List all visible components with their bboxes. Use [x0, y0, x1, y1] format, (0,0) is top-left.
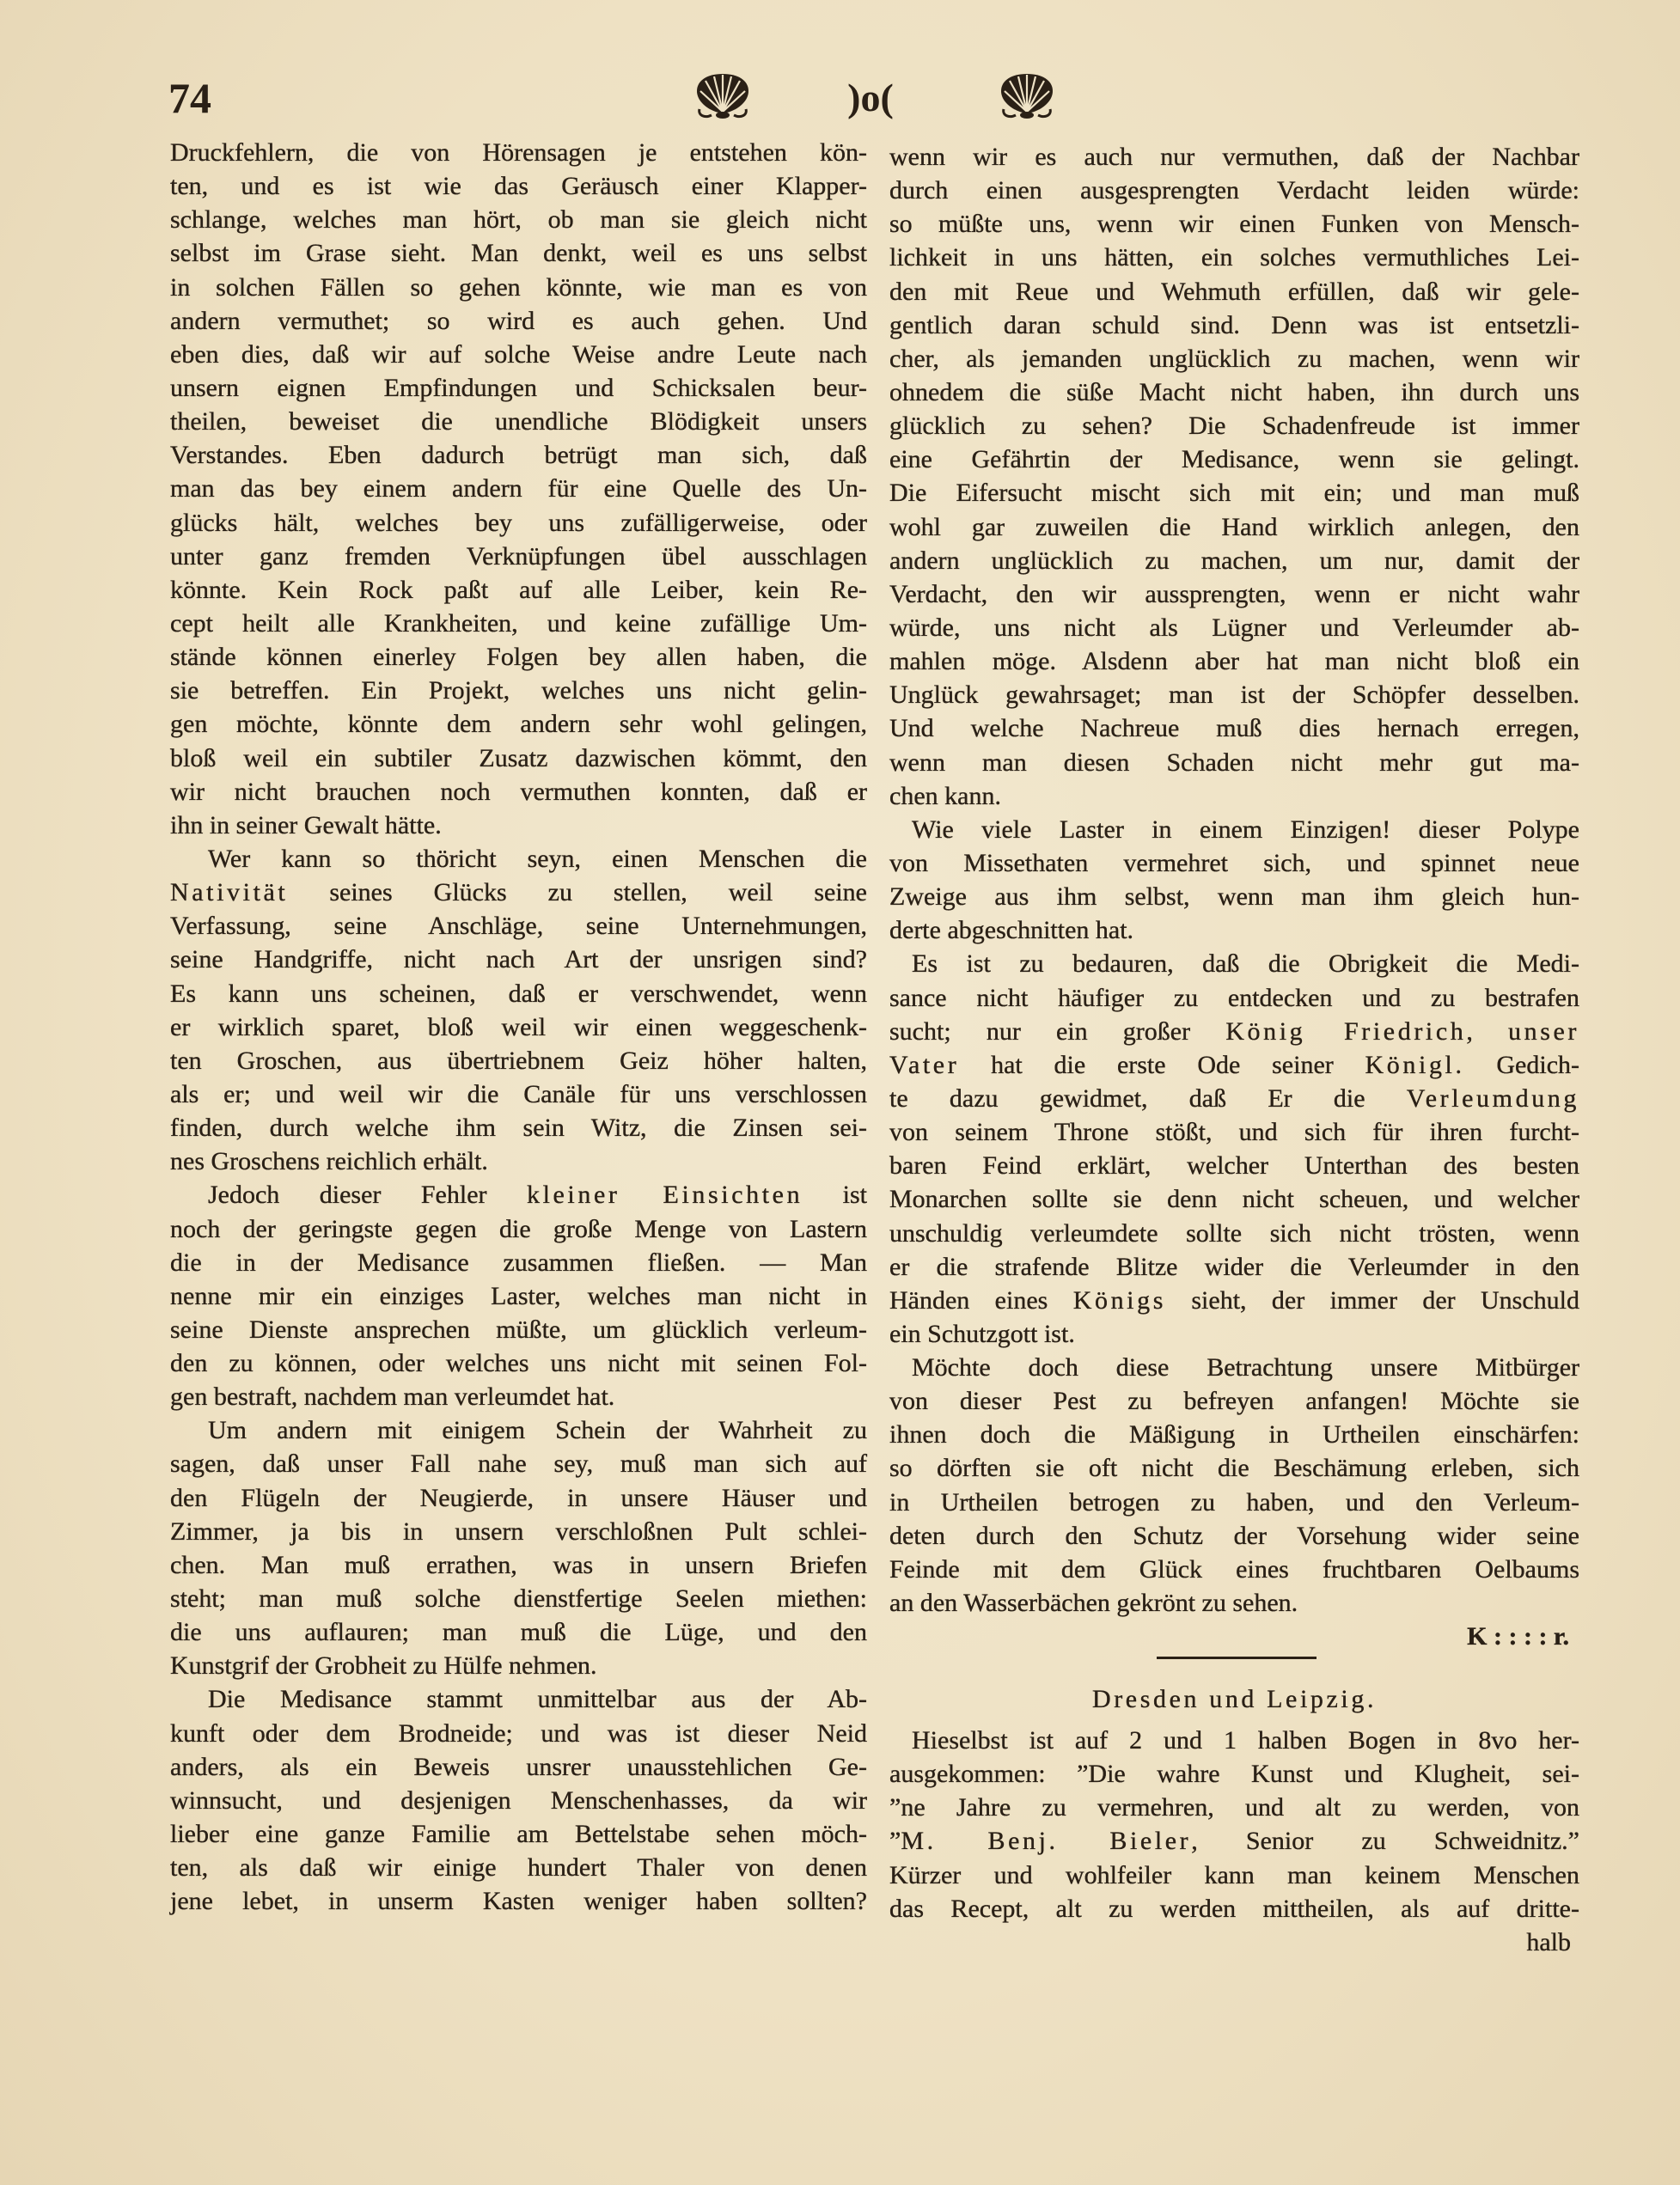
text-line: lichkeit in uns hätten, ein solches vermuthliches Lei- — [889, 243, 1579, 272]
text-segment: hat die erste Ode seiner — [959, 1050, 1365, 1079]
text-line: ihn in seiner Gewalt hätte. — [170, 810, 442, 839]
text-line: ten, als daß wir einige hundert Thaler von denen — [170, 1853, 867, 1883]
center-ornament-mark: )o( — [847, 76, 894, 119]
text-line: andern unglücklich zu machen, um nur, damit der — [889, 546, 1579, 575]
text-line: Verdacht, den wir aussprengten, wenn er nicht wahr — [889, 579, 1579, 608]
text-segment: te dazu gewidmet, daß Er die — [889, 1083, 1407, 1113]
text-line: sie betreffen. Ein Projekt, welches uns nicht gelin- — [170, 676, 867, 705]
text-line: in Urtheilen betrogen zu haben, und den Verleum- — [889, 1487, 1579, 1517]
spaced-emphasis-text: König Friedrich — [1225, 1016, 1467, 1046]
text-line — [889, 1015, 1579, 1048]
text-line: noch der geringste gegen die große Menge von Lastern — [170, 1214, 867, 1243]
text-line — [889, 1284, 1579, 1317]
text-line — [889, 1048, 1579, 1082]
text-line: unsern eignen Empfindungen und Schicksalen beur- — [170, 373, 867, 402]
spaced-emphasis-text: Vater — [889, 1050, 960, 1079]
text-line: ten Groschen, aus übertriebnem Geiz höher halten, — [170, 1046, 867, 1075]
text-line: das Recept, alt zu werden mittheilen, als auf dritte- — [889, 1894, 1579, 1923]
text-line: ten, und es ist wie das Geräusch einer Klapper- — [170, 172, 867, 201]
text-line: deten durch den Schutz der Vorsehung wider seine — [889, 1521, 1579, 1550]
text-line: Die Medisance stammt unmittelbar aus der Ab- — [208, 1685, 867, 1714]
text-line: Zweige aus ihm selbst, wenn man ihm gleich hun- — [889, 882, 1579, 912]
spaced-emphasis-text: Königs — [1072, 1285, 1166, 1315]
text-segment: , Senior zu Schweidnitz.” — [1191, 1827, 1579, 1856]
text-line: könnte. Kein Rock paßt auf alle Leiber, kein Re- — [170, 575, 867, 604]
text-segment: , — [1466, 1016, 1509, 1046]
text-line — [170, 876, 867, 909]
text-line: wenn wir es auch nur vermuthen, daß der Nachbar — [889, 143, 1579, 171]
paragraph — [170, 136, 867, 842]
section-divider-rule — [1157, 1657, 1317, 1659]
text-line: lieber eine ganze Familie am Bettelstabe sehen möch- — [170, 1820, 867, 1849]
text-line — [170, 1178, 867, 1212]
text-line: seine Dienste ansprechen müßte, um glücklich verleum- — [170, 1315, 867, 1344]
paragraph — [170, 842, 867, 1178]
text-line: den Flügeln der Neugierde, in unsere Häuser und — [170, 1483, 867, 1512]
paragraph — [170, 1682, 867, 1918]
text-line: bloß weil ein subtiler Zusatz dazwischen kömmt, den — [170, 743, 867, 772]
text-line: seine Handgriffe, nicht nach Art der unsrigen sind? — [170, 945, 867, 974]
text-line: Kürzer und wohlfeiler kann man keinem Menschen — [889, 1860, 1579, 1889]
text-segment: Händen eines — [889, 1285, 1073, 1315]
text-line: so dörften sie oft nicht die Beschämung erleben, sich — [889, 1454, 1579, 1483]
text-line: Wer kann so thöricht seyn, einen Menschen die — [208, 844, 867, 873]
text-line: steht; man muß solche dienstfertige Seelen miethen: — [170, 1584, 867, 1614]
text-line: Monarchen sollte sie denn nicht scheuen, und welcher — [889, 1185, 1579, 1214]
text-line: ohnedem die süße Macht nicht haben, ihn durch uns — [889, 377, 1579, 406]
text-line: derte abgeschnitten hat. — [889, 916, 1134, 945]
text-line: wohl gar zuweilen die Hand wirklich anlegen, den — [889, 512, 1579, 541]
paragraph — [889, 947, 1579, 1351]
text-line: selbst im Grase sieht. Man denkt, weil es uns selbst — [170, 239, 867, 268]
text-line: würde, uns nicht als Lügner und Verleumder ab- — [889, 613, 1579, 642]
spaced-emphasis-text: Verleumdung — [1406, 1083, 1579, 1113]
shell-ornament-left-icon — [693, 70, 753, 120]
left-text-column — [170, 136, 867, 1918]
text-line: sagen, daß unser Fall nahe sey, muß man sich auf — [170, 1450, 867, 1479]
text-line: chen. Man muß errathen, was in unsern Briefen — [170, 1550, 867, 1579]
text-line: gen möchte, könnte dem andern sehr wohl gelingen, — [170, 710, 867, 739]
spaced-emphasis-text: M. Benj. Bieler — [901, 1827, 1192, 1856]
text-line: finden, durch welche ihm sein Witz, die Zinsen sei- — [170, 1114, 867, 1143]
text-line: so müßte uns, wenn wir einen Funken von Mensch- — [889, 210, 1579, 239]
text-line: von seinem Throne stößt, und sich für ihren furcht- — [889, 1118, 1579, 1147]
text-line: wir nicht brauchen noch vermuthen konnten, daß er — [170, 777, 867, 806]
text-line: an den Wasserbächen gekrönt zu sehen. — [889, 1589, 1298, 1618]
text-line: die in der Medisance zusammen fließen. — Man — [170, 1248, 867, 1277]
text-line: cher, als jemanden unglücklich zu machen, wenn wir — [889, 344, 1579, 373]
paragraph — [889, 1351, 1579, 1620]
text-segment: sucht; nur ein großer — [889, 1016, 1226, 1046]
section-heading: Dresden und Leipzig. — [1091, 1685, 1378, 1713]
text-line: eben dies, daß wir auf solche Weise andre Leute nach — [170, 339, 867, 369]
text-segment: sieht, der immer der Unschuld — [1166, 1285, 1580, 1315]
text-line: cept heilt alle Krankheiten, und keine zufällige Um- — [170, 608, 867, 638]
text-line: sance nicht häufiger zu entdecken und zu bestrafen — [889, 983, 1579, 1012]
text-line: Kunstgrif der Grobheit zu Hülfe nehmen. — [170, 1651, 597, 1681]
text-line: Die Eifersucht mischt sich mit ein; und man muß — [889, 479, 1579, 508]
text-segment: Jedoch dieser Fehler — [208, 1181, 527, 1210]
spaced-emphasis-text: Königl. — [1365, 1050, 1465, 1079]
text-line: anders, als ein Beweis unsrer unausstehlichen Ge- — [170, 1752, 867, 1781]
text-line: gen bestraft, nachdem man verleumdet hat. — [170, 1382, 615, 1412]
shell-ornament-right-icon — [997, 70, 1057, 120]
text-line: er die strafende Blitze wider die Verleumder in den — [889, 1252, 1579, 1281]
text-segment: ist — [803, 1181, 867, 1210]
text-line: Es kann uns scheinen, daß er verschwendet, wenn — [170, 979, 867, 1008]
text-line: chen kann. — [889, 781, 1001, 810]
text-line: nes Groschens reichlich erhält. — [170, 1147, 488, 1176]
text-line: durch einen ausgesprengten Verdacht leiden würde: — [889, 176, 1579, 205]
text-line: glücks hält, welches bey uns zufälligerweise, oder — [170, 508, 867, 537]
text-line: Um andern mit einigem Schein der Wahrheit zu — [208, 1416, 867, 1445]
right-text-column — [889, 140, 1579, 1653]
text-line: theilen, beweiset die unendliche Blödigkeit unsers — [170, 407, 867, 436]
text-line: stände können einerley Folgen bey allen haben, die — [170, 643, 867, 672]
text-line: er wirklich sparet, bloß weil wir einen weggeschenk- — [170, 1012, 867, 1041]
text-line: gentlich daran schuld sind. Denn was ist entsetzli- — [889, 310, 1579, 339]
text-line: man das bey einem andern für eine Quelle des Un- — [170, 474, 867, 504]
text-line: ”ne Jahre zu vermehren, und alt zu werden, von — [889, 1793, 1579, 1822]
text-line: Es ist zu bedauren, daß die Obrigkeit die Medi- — [912, 949, 1579, 979]
text-segment: seines Glücks zu stellen, weil seine — [288, 878, 867, 907]
text-line: den mit Reue und Wehmuth erfüllen, daß wir gele- — [889, 277, 1579, 306]
text-line: ausgekommen: ”Die wahre Kunst und Klugheit, sei- — [889, 1760, 1579, 1789]
text-line: unschuldig verleumdete sollte sich nicht trösten, wenn — [889, 1218, 1579, 1248]
text-line: die uns auflauren; man muß die Lüge, und den — [170, 1618, 867, 1647]
text-line: Verstandes. Eben dadurch betrügt man sich, daß — [170, 441, 867, 470]
spaced-emphasis-text: kleiner Einsichten — [526, 1181, 803, 1210]
text-line: schlange, welches man hört, ob man sie gleich nicht — [170, 205, 867, 235]
text-line: ein Schutzgott ist. — [889, 1319, 1075, 1348]
news-section — [889, 1682, 1579, 1959]
paragraph — [170, 1413, 867, 1682]
text-line: unter ganz fremden Verknüpfungen übel ausschlagen — [170, 541, 867, 571]
text-line: glücklich zu sehen? Die Schadenfreude ist immer — [889, 412, 1579, 441]
author-signature: K : : : : r. — [1467, 1622, 1569, 1651]
text-segment: Gedich- — [1464, 1050, 1579, 1079]
spaced-emphasis-text: Nativität — [170, 878, 289, 907]
text-line: Zimmer, ja bis in unsern verschloßnen Pult schlei- — [170, 1517, 867, 1546]
page-number: 74 — [168, 74, 211, 122]
text-segment: ” — [889, 1827, 901, 1856]
text-line — [889, 1082, 1579, 1115]
paragraph — [889, 813, 1579, 948]
text-line — [889, 1824, 1579, 1858]
paragraph — [889, 140, 1579, 813]
text-line: als er; und weil wir die Canäle für uns verschlossen — [170, 1079, 867, 1108]
text-line: baren Feind erklärt, welcher Unterthan des besten — [889, 1151, 1579, 1181]
text-line: Und welche Nachreue muß dies hernach erregen, — [889, 714, 1579, 743]
text-line: in solchen Fällen so gehen könnte, wie man es von — [170, 272, 867, 302]
text-line: andern vermuthet; so wird es auch gehen. Und — [170, 306, 867, 335]
text-line: Unglück gewahrsaget; man ist der Schöpfer desselben. — [889, 681, 1579, 710]
text-line: wenn man diesen Schaden nicht mehr gut ma- — [889, 748, 1579, 777]
text-line: Feinde mit dem Glück eines fruchtbaren Oelbaums — [889, 1554, 1579, 1584]
text-line: Druckfehlern, die von Hörensagen je entstehen kön- — [170, 138, 867, 167]
catchword: halb — [1526, 1927, 1571, 1956]
text-line: mahlen möge. Alsdenn aber hat man nicht bloß ein — [889, 647, 1579, 676]
text-line: Möchte doch diese Betrachtung unsere Mitbürger — [912, 1353, 1579, 1382]
spaced-emphasis-text: unser — [1508, 1016, 1579, 1046]
text-line: Hieselbst ist auf 2 und 1 halben Bogen in 8vo her- — [912, 1726, 1579, 1755]
text-line: ihnen doch die Mäßigung in Urtheilen einschärfen: — [889, 1420, 1579, 1450]
paragraph — [889, 1724, 1579, 1926]
text-line: Verfassung, seine Anschläge, seine Unternehmungen, — [170, 912, 867, 941]
text-line: winnsucht, und desjenigen Menschenhasses, da wir — [170, 1785, 867, 1815]
text-line: nenne mir ein einziges Laster, welches man nicht in — [170, 1281, 867, 1310]
text-line: jene lebet, in unserm Kasten weniger haben sollten? — [170, 1887, 867, 1916]
paragraph — [170, 1178, 867, 1413]
text-line: kunft oder dem Brodneide; und was ist dieser Neid — [170, 1718, 867, 1748]
text-line: von Missethaten vermehret sich, und spinnet neue — [889, 848, 1579, 877]
text-line: den zu können, oder welches uns nicht mit seinen Fol- — [170, 1349, 867, 1378]
text-line: von dieser Pest zu befreyen anfangen! Möchte sie — [889, 1387, 1579, 1416]
text-line: eine Gefährtin der Medisance, wenn sie gelingt. — [889, 445, 1579, 474]
text-line: Wie viele Laster in einem Einzigen! dieser Polype — [912, 815, 1579, 844]
